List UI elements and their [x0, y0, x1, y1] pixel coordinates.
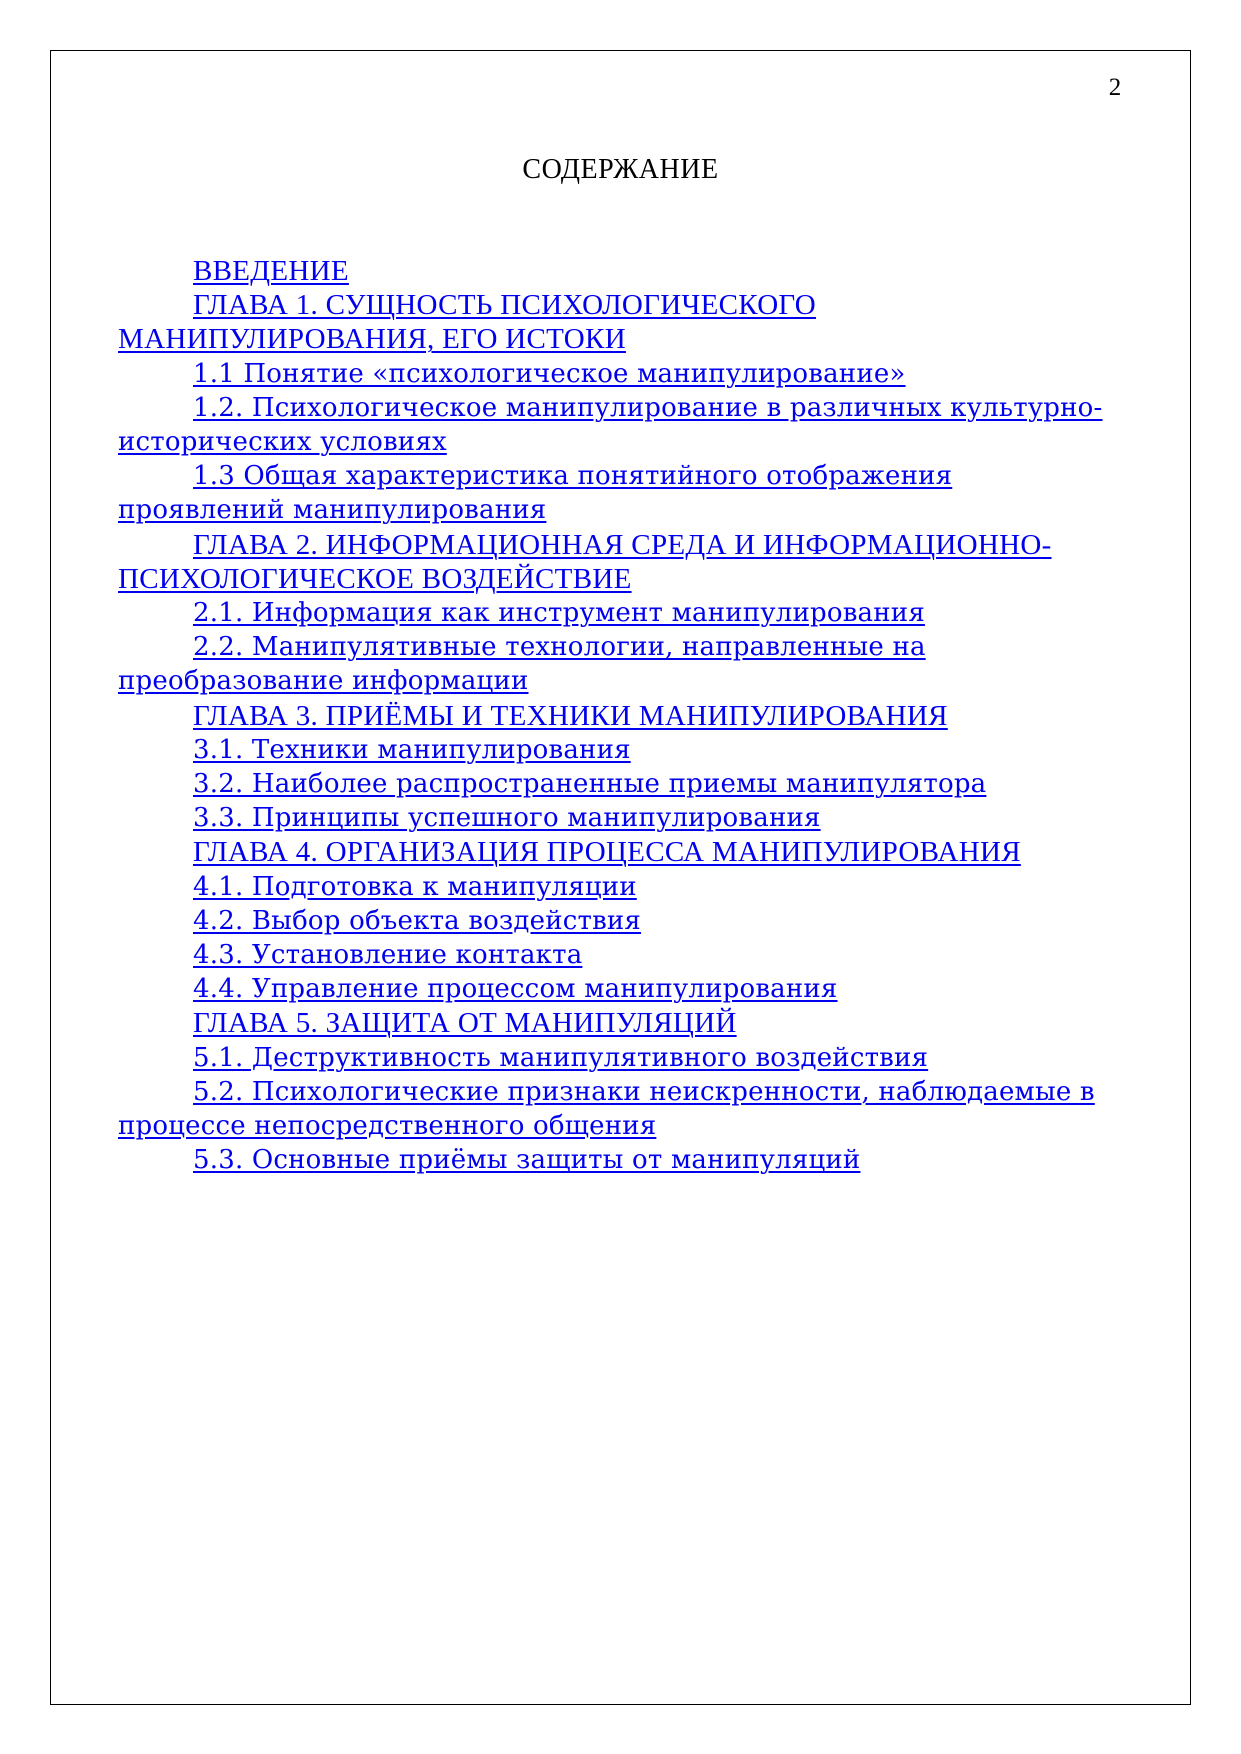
- toc-link-section-3-3[interactable]: 3.3. Принципы успешного манипулирования: [193, 803, 821, 834]
- toc-link-chapter-1[interactable]: ГЛАВА 1. СУЩНОСТЬ ПСИХОЛОГИЧЕСКОГО МАНИПУЛИРОВАНИЯ, ЕГО ИСТОКИ: [118, 289, 817, 356]
- table-of-contents: [118, 254, 1123, 1177]
- toc-link-section-3-1[interactable]: 3.1. Техники манипулирования: [193, 734, 631, 765]
- toc-link-section-2-2[interactable]: 2.2. Манипулятивные технологии, направленные на преобразование информации: [118, 632, 926, 697]
- toc-link-chapter-2[interactable]: ГЛАВА 2. ИНФОРМАЦИОННАЯ СРЕДА И ИНФОРМАЦИОННО-ПСИХОЛОГИЧЕСКОЕ ВОЗДЕЙСТВИЕ: [118, 528, 1052, 595]
- toc-link-chapter-5[interactable]: ГЛАВА 5. ЗАЩИТА ОТ МАНИПУЛЯЦИЙ: [193, 1007, 737, 1040]
- toc-link-section-4-2[interactable]: 4.2. Выбор объекта воздействия: [193, 905, 642, 936]
- toc-link-section-4-1[interactable]: 4.1. Подготовка к манипуляции: [193, 871, 637, 902]
- toc-link-section-4-4[interactable]: 4.4. Управление процессом манипулирования: [193, 974, 838, 1005]
- toc-link-section-5-2[interactable]: 5.2. Психологические признаки неискренности, наблюдаемые в процессе непосредственного общения: [118, 1076, 1095, 1142]
- toc-link-introduction[interactable]: ВВЕДЕНИЕ: [193, 255, 349, 287]
- toc-link-section-1-1[interactable]: 1.1 Понятие «психологическое манипулирование»: [193, 358, 906, 389]
- toc-link-section-1-2[interactable]: 1.2. Психологическое манипулирование в различных культурно-исторических условиях: [118, 392, 1103, 458]
- toc-link-section-4-3[interactable]: 4.3. Установление контакта: [193, 940, 583, 971]
- toc-link-chapter-3[interactable]: ГЛАВА 3. ПРИЁМЫ И ТЕХНИКИ МАНИПУЛИРОВАНИЯ: [193, 699, 948, 732]
- toc-link-section-5-1[interactable]: 5.1. Деструктивность манипулятивного воздействия: [193, 1042, 929, 1073]
- page-title: СОДЕРЖАНИЕ: [522, 154, 719, 185]
- toc-link-section-5-3[interactable]: 5.3. Основные приёмы защиты от манипуляций: [193, 1145, 861, 1176]
- toc-link-section-2-1[interactable]: 2.1. Информация как инструмент манипулирования: [193, 598, 925, 629]
- page-number: 2: [1108, 74, 1122, 101]
- toc-link-chapter-4[interactable]: ГЛАВА 4. ОРГАНИЗАЦИЯ ПРОЦЕССА МАНИПУЛИРОВАНИЯ: [193, 836, 1021, 869]
- toc-link-section-1-3[interactable]: 1.3 Общая характеристика понятийного отображения проявлений манипулирования: [118, 461, 953, 526]
- toc-link-section-3-2[interactable]: 3.2. Наиболее распространенные приемы манипулятора: [193, 769, 987, 800]
